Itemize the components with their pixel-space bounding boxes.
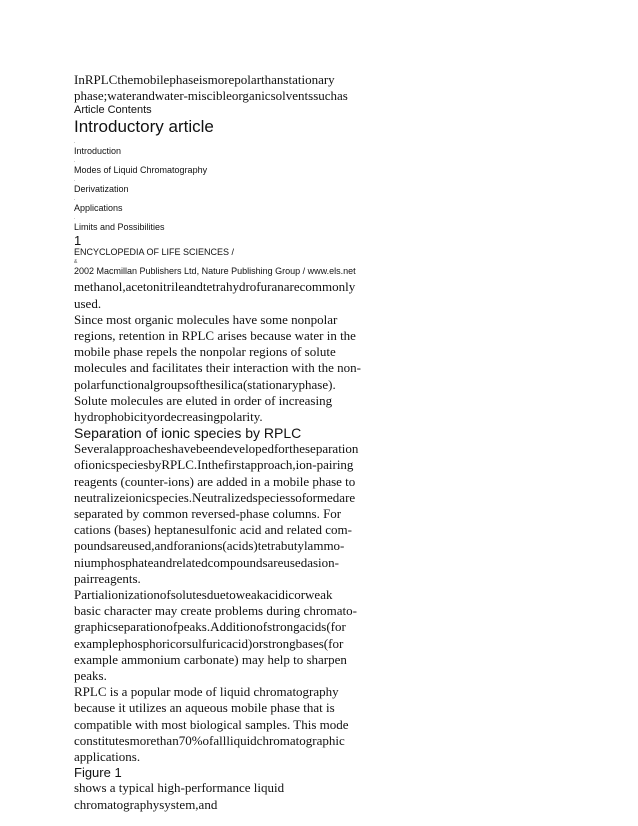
text-line: Partialionizationofsolutesduetoweakacidicorweak — [74, 587, 333, 603]
contents-bullet: . — [74, 196, 76, 203]
contents-item-limits[interactable]: Limits and Possibilities — [74, 222, 165, 233]
text-line: because it utilizes an aqueous mobile phase that is — [74, 700, 335, 716]
text-line: peaks. — [74, 668, 107, 684]
page-number: 1 — [74, 233, 82, 249]
text-line: hydrophobicityordecreasingpolarity. — [74, 409, 263, 425]
article-type-title: Introductory article — [74, 117, 214, 137]
text-line: ofionicspeciesbyRPLC.Inthefirstapproach,ion-pairing — [74, 457, 354, 473]
text-line: mobile phase repels the nonpolar regions of solute — [74, 344, 336, 360]
text-line: methanol,acetonitrileandtetrahydrofuranarecommonly — [74, 279, 356, 295]
text-line: Solute molecules are eluted in order of increasing — [74, 392, 333, 408]
contents-item-derivatization[interactable]: Derivatization — [74, 184, 129, 195]
text-line: phase;waterandwater-miscibleorganicsolventssuchas — [74, 88, 348, 104]
text-line: poundsareused,andforanions(acids)tetrabutylammo- — [74, 538, 345, 554]
text-line: example ammonium carbonate) may help to sharpen — [74, 651, 347, 667]
text-line: used. — [74, 295, 102, 311]
contents-item-introduction[interactable]: Introduction — [74, 146, 122, 157]
document-page — [74, 72, 374, 813]
text-line: constitutesmorethan70%ofallliquidchromatographic — [74, 732, 345, 748]
text-line: examplephosphoricorsulfuricacid)orstrongbases(for — [74, 635, 344, 651]
contents-bullet: . — [74, 158, 76, 165]
body-paragraph-1 — [74, 279, 374, 425]
text-line: Since most organic molecules have some nonpolar — [74, 311, 338, 327]
text-line: polarfunctionalgroupsofthesilica(stationaryphase). — [74, 376, 336, 392]
text-line: InRPLCthemobilephaseismorepolarthanstationary — [74, 72, 335, 87]
text-line: neutralizeionicspecies.Neutralizedspeciessoformedare — [74, 489, 356, 505]
copyright-line: 2002 Macmillan Publishers Ltd, Nature Publishing Group / www.els.net — [74, 266, 356, 277]
text-line: basic character may create problems during chromato- — [74, 603, 357, 619]
text-line: regions, retention in RPLC arises because water in the — [74, 328, 356, 344]
text-line: reagents (counter-ions) are added in a mobile phase to — [74, 473, 356, 489]
text-line: applications. — [74, 749, 141, 765]
contents-bullet: . — [74, 139, 76, 146]
contents-list — [74, 138, 374, 233]
contents-item-applications[interactable]: Applications — [74, 203, 123, 214]
contents-bullet: . — [74, 215, 76, 222]
text-line: pairreagents. — [74, 570, 141, 586]
section-heading: Separation of ionic species by RPLC — [74, 425, 302, 442]
copyright-mark: & — [74, 259, 78, 266]
text-line: shows a typical high-performance liquid — [74, 780, 285, 796]
text-line: Severalapproacheshavebeendevelopedfortheseparation — [74, 441, 359, 457]
encyclopedia-title: ENCYCLOPEDIA OF LIFE SCIENCES / — [74, 247, 235, 258]
contents-item-modes[interactable]: Modes of Liquid Chromatography — [74, 165, 208, 176]
contents-bullet: . — [74, 177, 76, 184]
text-line: niumphosphateandrelatedcompoundsareusedasion- — [74, 554, 339, 570]
text-line: separated by common reversed-phase columns. For — [74, 506, 342, 522]
body-paragraph-3 — [74, 780, 374, 812]
text-line: molecules and facilitates their interaction with the non- — [74, 360, 361, 376]
figure-label[interactable]: Figure 1 — [74, 765, 122, 781]
text-line: graphicseparationofpeaks.Additionofstrongacids(for — [74, 619, 346, 635]
text-line: RPLC is a popular mode of liquid chromatography — [74, 684, 339, 700]
text-line: chromatographysystem,and — [74, 796, 218, 812]
contents-label: Article Contents — [74, 104, 152, 117]
body-paragraph-2 — [74, 441, 374, 765]
text-line: compatible with most biological samples. This mode — [74, 716, 349, 732]
text-line: cations (bases) heptanesulfonic acid and related com- — [74, 522, 352, 538]
intro-paragraph — [74, 72, 374, 104]
